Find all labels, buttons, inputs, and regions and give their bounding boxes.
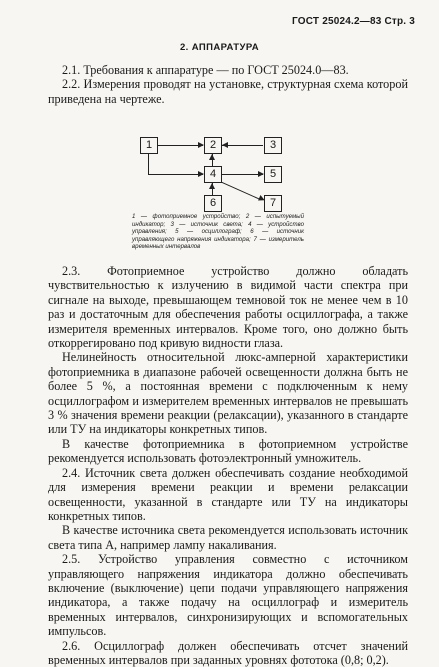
- paragraph-lamp: В качестве источника света рекомендуется использовать источник света типа А, например лампу накаливания.: [48, 523, 408, 552]
- arrow-6-4: [209, 183, 215, 189]
- main-text: [48, 264, 408, 667]
- paragraph-2-1: 2.1. Требования к аппаратуре — по ГОСТ 25024.0—83.: [62, 63, 349, 77]
- block-5-oscilloscope: 5: [264, 166, 282, 183]
- block-7-time-meter: 7: [264, 195, 282, 212]
- block-4-control-unit: 4: [204, 166, 222, 183]
- block-diagram: [140, 137, 300, 217]
- block-2-indicator: 2: [204, 137, 222, 154]
- wire-1-4: [148, 174, 203, 175]
- intro-text: [48, 63, 408, 106]
- page-header: ГОСТ 25024.2—83 Стр. 3: [292, 16, 415, 27]
- paragraph-2-4: 2.4. Источник света должен обеспечивать создание необходимой для измерения времени реакции и времени релаксации освещенности, указанной в стандарте или ТУ на индикаторы конкретных типов.: [48, 465, 408, 523]
- block-3-light-source: 3: [264, 137, 282, 154]
- paragraph-2-2: 2.2. Измерения проводят на установке, структурная схема которой приведена на чертеже.: [48, 77, 408, 106]
- paragraph-2-5: 2.5. Устройство управления совместно с источником управляющего напряжения индикатора должно обеспечивать включение (выключение) цепи подачи управляющего напряжения индикатора, а также подачу на осциллограф и измеритель временных интервалов, синхронизирующих и вспомогательных импульсов.: [48, 552, 408, 639]
- paragraph-2-3: 2.3. Фотоприемное устройство должно обладать чувствительностью к излучению в видимой части спектра при сигнале на выходе, превышающем темновой ток не менее чем в 10 раз и достаточным для обеспечения работы осциллографа, а также измерителя временных интервалов. Кроме того, оно должно быть откоррегировано под кривую видности глаза.: [48, 264, 408, 351]
- arrow-4-2: [209, 154, 215, 160]
- block-6-voltage-source: 6: [204, 195, 222, 212]
- arrow-3-2: [222, 142, 228, 148]
- paragraph-2-6: 2.6. Осциллограф должен обеспечивать отсчет значений временных интервалов при заданных уровнях фототока (0,8; 0,2).: [48, 638, 408, 667]
- wire-1-2: [158, 145, 203, 146]
- paragraph-photomultiplier: В качестве фотоприемника в фотоприемном устройстве рекомендуется использовать фотоэлектронный умножитель.: [48, 436, 408, 466]
- diagram-caption: 1 — фотоприемное устройство; 2 — испытуемый индикатор; 3 — источник света; 4 — устройство управления; 5 — осциллограф; 6 — источник управляющего напряжения индикатора; 7 — измеритель временных интервалов: [132, 213, 304, 251]
- block-1-photoreceiver: 1: [140, 137, 158, 154]
- wire-1-down: [148, 154, 149, 175]
- wire-3-2: [222, 145, 263, 146]
- section-title: 2. АППАРАТУРА: [180, 42, 259, 53]
- paragraph-nonlinearity: Нелинейность относительной люкс-амперной характеристики фотоприемника в диапазоне рабочей освещенности должна быть не более 5 %, а постоянная времени с подключенным к нему осциллографом и измерителем временных интервалов не превышать 3 % значения времени реакции (релаксации), указанного в стандарте или ТУ на индикаторы конкретных типов.: [48, 350, 408, 437]
- wire-4-5: [222, 174, 263, 175]
- wire-4-7: [219, 181, 259, 200]
